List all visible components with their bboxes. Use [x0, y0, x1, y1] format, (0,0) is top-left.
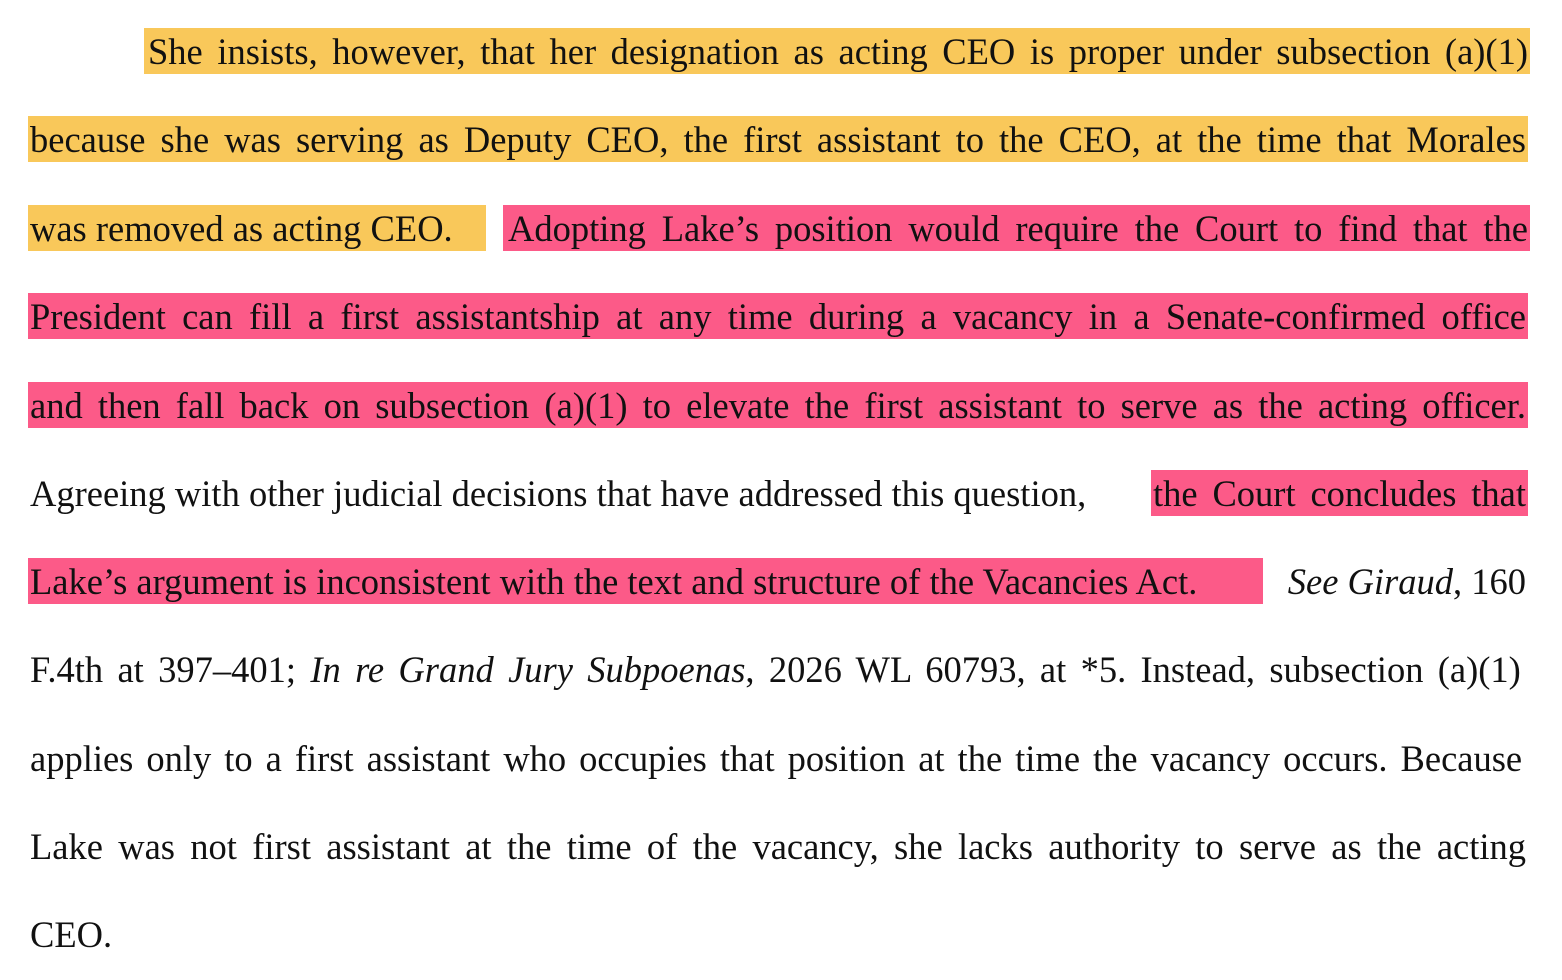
- sentence-lacks-authority[interactable]: Lake was not first assistant at the time of the vacancy, she lacks authority to serve as the acting: [30, 826, 1526, 867]
- sentence-lake-insists[interactable]: She insists, however, that her designation as acting CEO is proper under subsection (a)(1): [148, 31, 1528, 72]
- sentence-ceo-end[interactable]: CEO.: [30, 914, 113, 955]
- case-name-grand-jury: In re Grand Jury Subpoenas: [310, 649, 746, 690]
- sentence-adopting-position[interactable]: Adopting Lake’s position would require the Court to find that the: [508, 208, 1528, 249]
- text-line-9: [30, 735, 1528, 783]
- citation-pages: F.4th at 397–401;: [30, 649, 297, 690]
- text-line-1: [30, 28, 1528, 76]
- sentence-continuation[interactable]: because she was serving as Deputy CEO, the first assistant to the CEO, at the time that Morales: [30, 119, 1526, 160]
- text-line-4: [30, 293, 1528, 341]
- text-line-6: [30, 470, 1528, 518]
- citation-westlaw: , 2026 WL 60793, at *5. Instead, subsection (a)(1): [745, 649, 1521, 690]
- text-line-5: [30, 382, 1528, 430]
- sentence-applies-only[interactable]: applies only to a first assistant who occupies that position at the time the vacancy occurs. Because: [30, 738, 1523, 779]
- sentence-agreeing[interactable]: Agreeing with other judicial decisions that have addressed this question,: [30, 473, 1087, 514]
- text-line-2: [30, 116, 1528, 164]
- sentence-inconsistent[interactable]: Lake’s argument is inconsistent with the text and structure of the Vacancies Act.: [30, 561, 1198, 602]
- citation-line[interactable]: [30, 646, 1521, 694]
- text-line-7: [30, 558, 1528, 606]
- text-line-10: [30, 823, 1528, 871]
- case-name-giraud: See Giraud: [1287, 561, 1453, 602]
- sentence-fall-back[interactable]: and then fall back on subsection (a)(1) to elevate the first assistant to serve as the acting officer.: [30, 385, 1526, 426]
- text-line-11: [30, 911, 1528, 959]
- citation-volume: , 160: [1453, 561, 1526, 602]
- citation-giraud[interactable]: [1288, 558, 1526, 606]
- text-line-8: [30, 646, 1528, 694]
- sentence-end-removed[interactable]: was removed as acting CEO.: [30, 208, 453, 249]
- text-line-3: [30, 205, 1528, 253]
- sentence-president-can-fill[interactable]: President can fill a first assistantship at any time during a vacancy in a Senate-confirmed office: [30, 296, 1526, 337]
- sentence-court-concludes[interactable]: the Court concludes that: [1153, 473, 1526, 514]
